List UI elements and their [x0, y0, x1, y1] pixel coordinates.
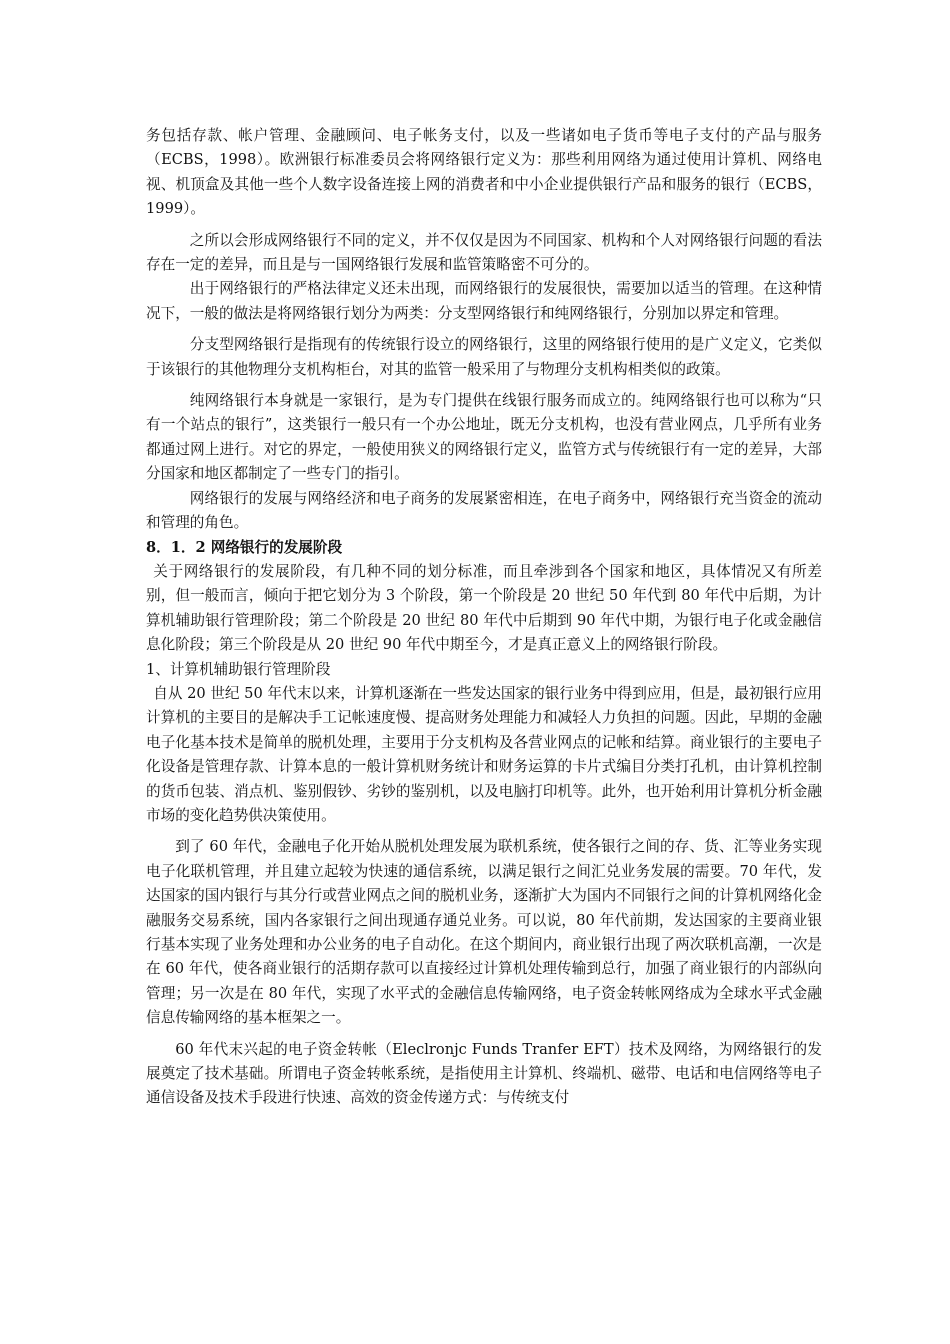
paragraph-classification: 出于网络银行的严格法律定义还未出现，而网络银行的发展很快，需要加以适当的管理。在这种情况下，一般的做法是将网络银行划分为两类：分支型网络银行和纯网络银行，分别加以界定和管理。 [146, 280, 822, 322]
subsection-heading: 1、计算机辅助银行管理阶段 [146, 660, 331, 678]
paragraph-ecbs-definition: 务包括存款、帐户管理、金融顾问、电子帐务支付，以及一些诸如电子货币等电子支付的产品与服务（ECBS，1998）。欧洲银行标准委员会将网络银行定义为：那些利用网络为通过使用计算机、网络电视、机顶盒及其他一些个人数字设备连接上网的消费者和中小企业提供银行产品和服务的银行（ECBS，1999）。 [146, 127, 822, 218]
paragraph-stages: 关于网络银行的发展阶段，有几种不同的划分标准，而且牵涉到各个国家和地区，具体情况又有所差别，但一般而言，倾向于把它划分为 3 个阶段，第一个阶段是 20 世纪 50 年代到 80 年代中后期，为计算机辅助银行管理阶段；第二个阶段是 20 世纪 80 年代中后期到 90 年代中期，为银行电子化或金融信息化阶段；第三个阶段是从 20 世纪 90 年代中期至今，才是真正意义上的网络银行阶段。 [146, 562, 822, 654]
paragraph-stage-one: 自从 20 世纪 50 年代末以来，计算机逐渐在一些发达国家的银行业务中得到应用，但是，最初银行应用计算机的主要目的是解决手工记帐速度慢、提高财务处理能力和减轻人力负担的问题。因此，早期的金融电子化基本技术是简单的脱机处理，主要用于分支机构及各营业网点的记帐和结算。商业银行的主要电子化设备是管理存款、计算本息的一般计算机财务统计和财务运算的卡片式编目分类打孔机，由计算机控制的货币包装、消点机、鉴别假钞、劣钞的鉴别机，以及电脑打印机等。此外，也开始利用计算机分析金融市场的变化趋势供决策使用。 [146, 684, 822, 824]
paragraph-eft: 60 年代末兴起的电子资金转帐（Eleclronjc Funds Tranfer EFT）技术及网络，为网络银行的发展奠定了技术基础。所谓电子资金转帐系统，是指使用主计算机、终端机、磁带、电话和电信网络等电子通信设备及技术手段进行快速、高效的资金传递方式：与传统支付 [146, 1040, 822, 1107]
document-page [146, 124, 822, 1111]
paragraph-ecommerce: 网络银行的发展与网络经济和电子商务的发展紧密相连，在电子商务中，网络银行充当资金的流动和管理的角色。 [146, 489, 822, 532]
paragraph-sixties: 到了 60 年代，金融电子化开始从脱机处理发展为联机系统，使各银行之间的存、货、汇等业务实现电子化联机管理，并且建立起较为快速的通信系统，以满足银行之间汇兑业务发展的需要。70 年代，发达国家的国内银行与其分行或营业网点之间的脱机业务，逐渐扩大为国内不同银行之间的计算机网络化金融服务交易系统，国内各家银行之间出现通存通兑业务。可以说，80 年代前期，发达国家的主要商业银行基本实现了业务处理和办公业务的电子自动化。在这个期间内，商业银行出现了两次联机高潮，一次是在 60 年代，使各商业银行的活期存款可以直接经过计算机处理传输到总行，加强了商业银行的内部纵向管理；另一次是在 80 年代，实现了水平式的金融信息传输网络，电子资金转帐网络成为全球水平式金融信息传输网络的基本框架之一。 [146, 838, 822, 1027]
paragraph-definition-differences: 之所以会形成网络银行不同的定义，并不仅仅是因为不同国家、机构和个人对网络银行问题的看法存在一定的差异，而且是与一国网络银行发展和监管策略密不可分的。 [146, 231, 822, 274]
section-heading: 8．1．2 网络银行的发展阶段 [146, 538, 343, 556]
paragraph-pure-bank: 纯网络银行本身就是一家银行，是为专门提供在线银行服务而成立的。纯网络银行也可以称为“只有一个站点的银行”，这类银行一般只有一个办公地址，既无分支机构，也没有营业网点，几乎所有业务都通过网上进行。对它的界定，一般使用狭义的网络银行定义，监管方式与传统银行有一定的差异，大部分国家和地区都制定了一些专门的指引。 [146, 392, 822, 483]
paragraph-branch-bank: 分支型网络银行是指现有的传统银行设立的网络银行，这里的网络银行使用的是广义定义，它类似于该银行的其他物理分支机构柜台，对其的监管一般采用了与物理分支机构相类似的政策。 [146, 336, 822, 378]
